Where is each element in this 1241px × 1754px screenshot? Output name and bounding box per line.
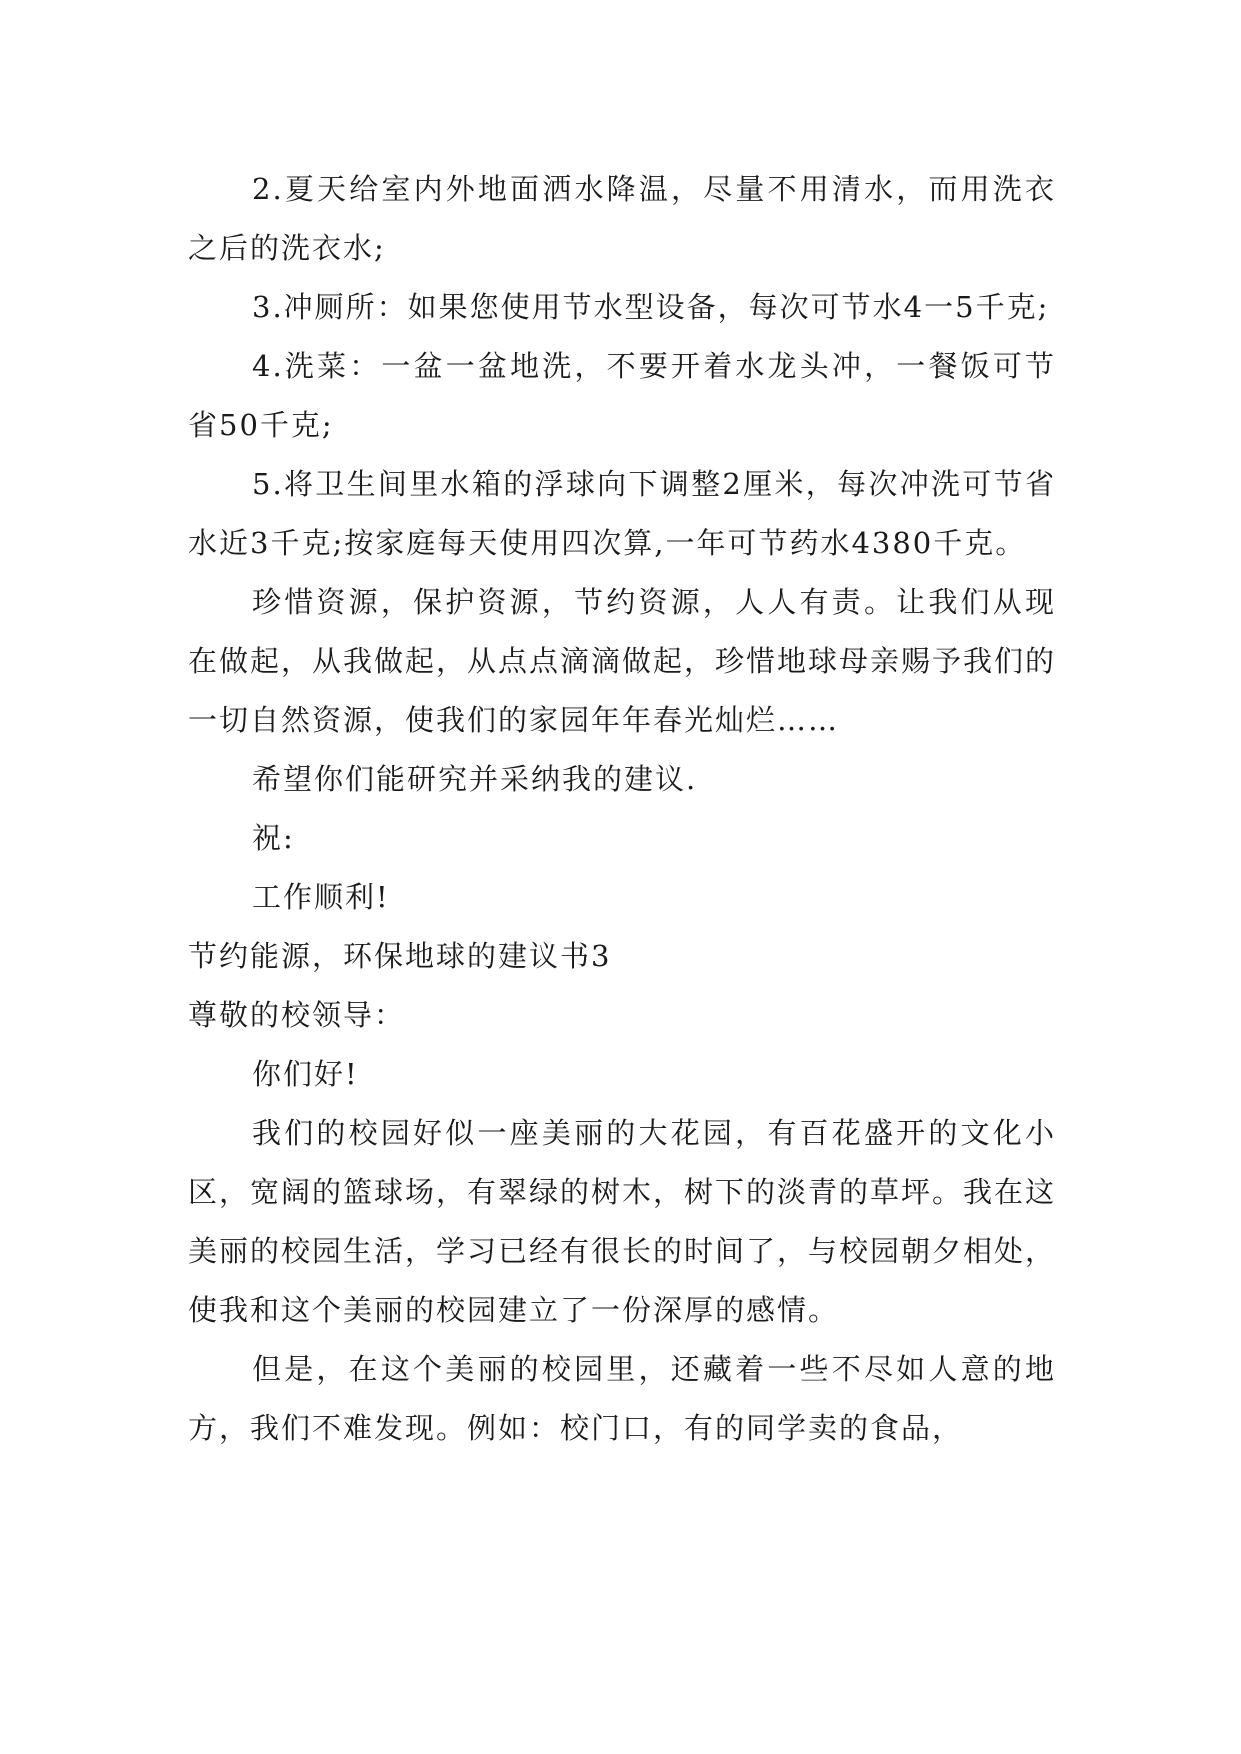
section-title: 节约能源，环保地球的建议书3 <box>188 939 612 973</box>
salutation: 尊敬的校领导： <box>188 998 406 1032</box>
paragraph-appeal: 珍惜资源，保护资源，节约资源，人人有责。让我们从现在做起，从我做起，从点点滴滴做起，珍惜地球母亲赐予我们的一切自然资源，使我们的家园年年春光灿烂…… <box>188 585 1057 737</box>
paragraph-issues: 但是，在这个美丽的校园里，还藏着一些不尽如人意的地方，我们不难发现。例如：校门口，有的同学卖的食品， <box>188 1352 1056 1445</box>
paragraph-hope: 希望你们能研究并采纳我的建议. <box>252 762 698 796</box>
paragraph-tip-2: 2.夏天给室内外地面洒水降温，尽量不用清水，而用洗衣之后的洗衣水; <box>188 172 1056 265</box>
paragraph-tip-3: 3.冲厕所：如果您使用节水型设备，每次可节水4一5千克; <box>252 290 1050 324</box>
paragraph-tip-4: 4.洗菜：一盆一盆地洗，不要开着水龙头冲，一餐饭可节省50千克; <box>188 349 1056 442</box>
paragraph-wish-content: 工作顺利! <box>252 880 390 914</box>
document-body <box>188 160 1056 1458</box>
paragraph-wish: 祝: <box>252 821 295 855</box>
paragraph-campus: 我们的校园好似一座美丽的大花园，有百花盛开的文化小区，宽阔的篮球场，有翠绿的树木，树下的淡青的草坪。我在这美丽的校园生活，学习已经有很长的时间了，与校园朝夕相处，使我和这个美丽的校园建立了一份深厚的感情。 <box>188 1116 1057 1327</box>
paragraph-tip-5: 5.将卫生间里水箱的浮球向下调整2厘米，每次冲洗可节省水近3千克;按家庭每天使用四次算,一年可节药水4380千克。 <box>188 467 1056 560</box>
greeting: 你们好! <box>252 1057 359 1091</box>
